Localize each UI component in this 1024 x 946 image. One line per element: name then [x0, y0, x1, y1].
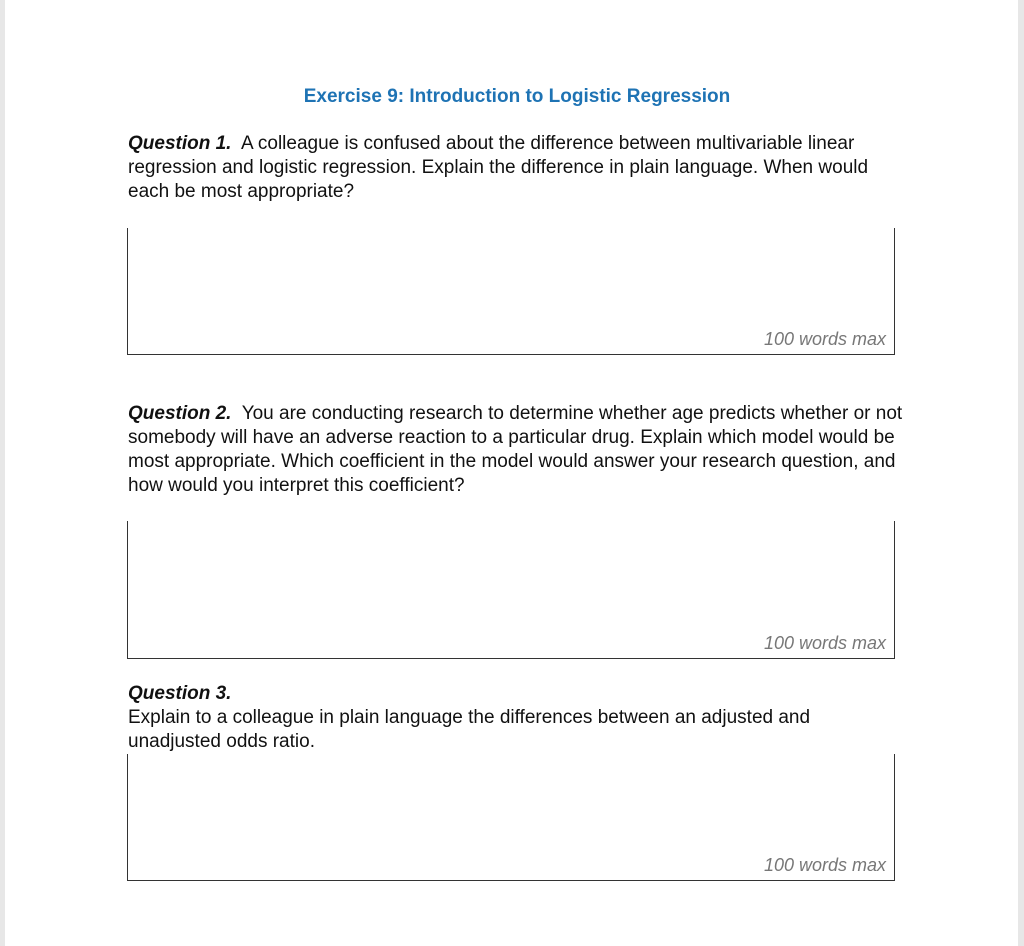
exercise-title: Exercise 9: Introduction to Logistic Regression [303, 86, 731, 107]
word-limit-1: 100 words max [763, 329, 886, 349]
answer-box-2[interactable] [127, 521, 895, 659]
word-limit-2: 100 words max [763, 633, 886, 653]
answer-box-1[interactable] [127, 228, 895, 355]
question-1-text: A colleague is confused about the difference between multivariable linear regression and logistic regression. Explain the difference in plain language. When would each be most appropriate? [128, 133, 869, 202]
question-3 [128, 682, 903, 754]
question-2-label: Question 2. [128, 403, 232, 424]
word-limit-3: 100 words max [763, 855, 886, 875]
page-edge-right [1018, 0, 1024, 946]
question-2-text: You are conducting research to determine whether age predicts whether or not somebody will have an adverse reaction to a particular drug. Explain which model would be most appropriate. Which coefficient in the model would answer your research question, and how would you interpret this coefficient? [128, 403, 903, 496]
answer-box-3[interactable] [127, 754, 895, 881]
question-3-text: Explain to a colleague in plain language the differences between an adjusted and unadjusted odds ratio. [128, 707, 811, 752]
question-1 [128, 132, 903, 204]
question-3-label: Question 3. [128, 683, 232, 704]
question-2 [128, 402, 903, 498]
question-1-label: Question 1. [128, 133, 232, 154]
page-edge-left [0, 0, 5, 946]
